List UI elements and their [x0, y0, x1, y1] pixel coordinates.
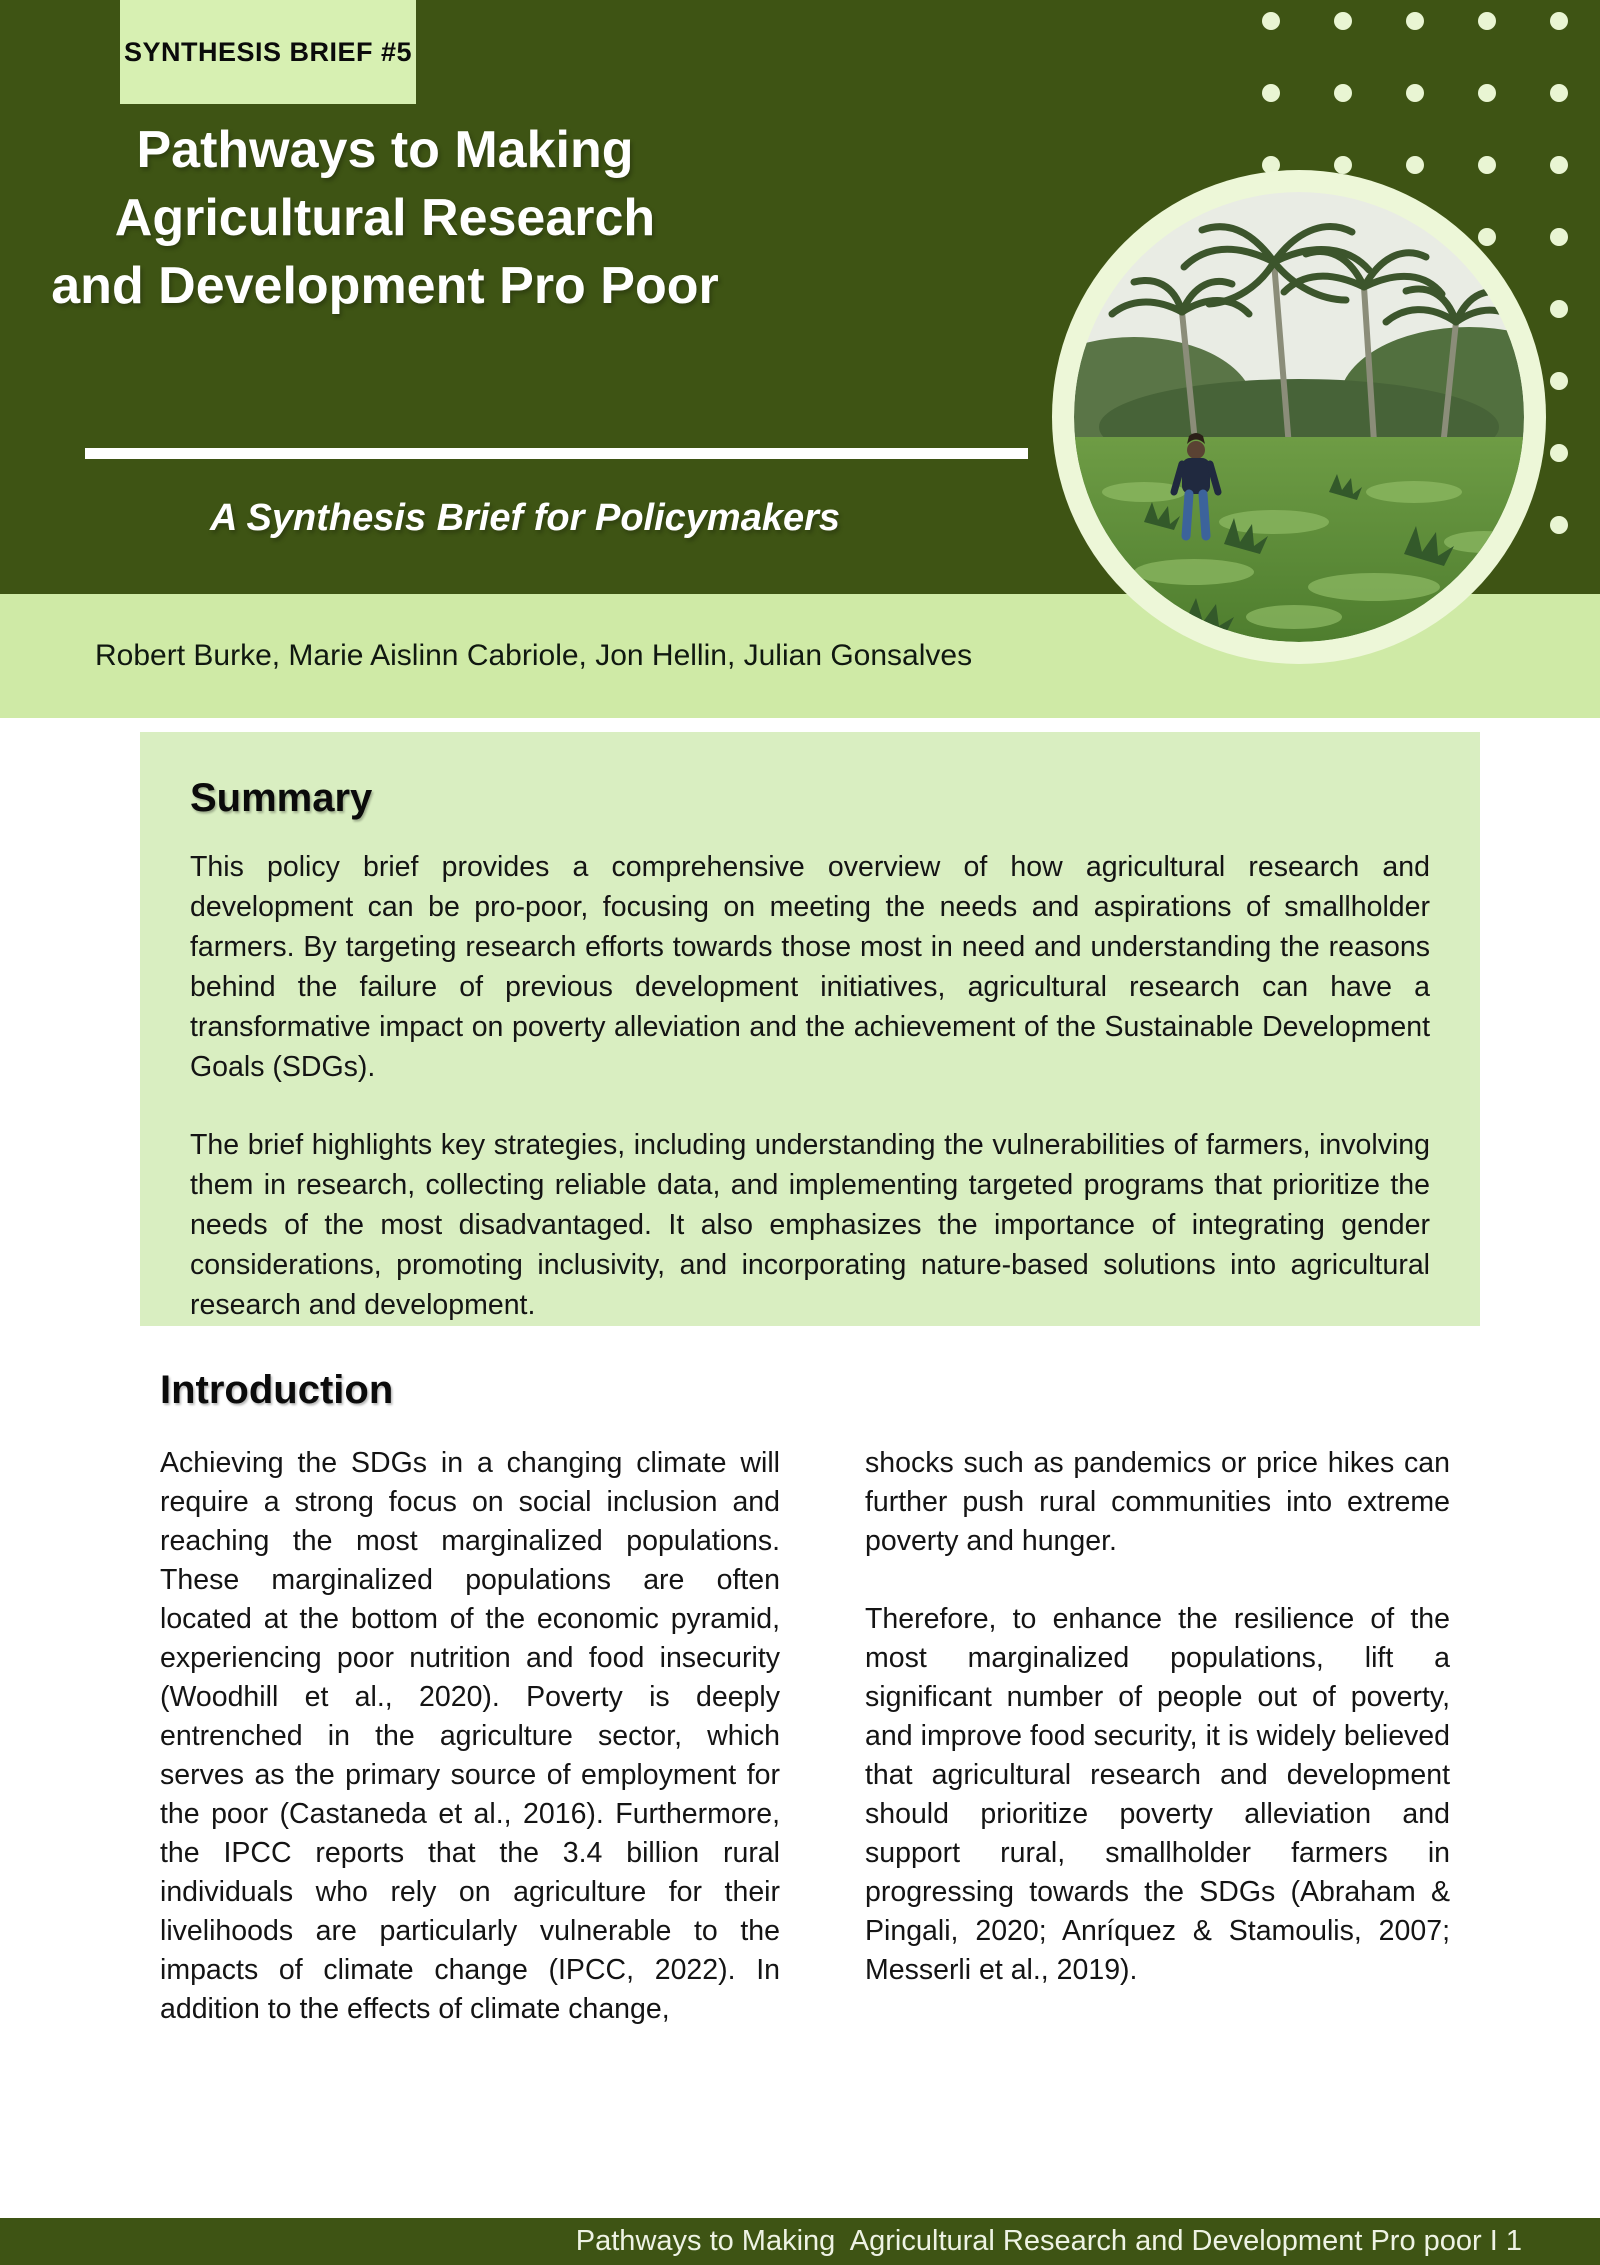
- title-line-1: Pathways to Making: [136, 121, 634, 179]
- title-line-2: Agricultural Research: [114, 189, 656, 247]
- introduction-heading: Introduction: [160, 1368, 394, 1412]
- introduction-column2-paragraph-2: Therefore, to enhance the resilience of the most marginalized populations, lift a significant number of people out of poverty, and improve food security, it is widely believed that agricultural research and development should prioritize poverty alleviation and support rural, smallholder farmers in progressing towards the SDGs (Abraham & Pingali, 2020; Anríquez & Stamoulis, 2007; Messerli et al., 2019).: [865, 1603, 1450, 1986]
- footer-running-title: Pathways to Making Agricultural Research and Development Pro poor I 1: [575, 2225, 1522, 2257]
- dot-decoration: [1478, 12, 1496, 30]
- dot-decoration: [1478, 228, 1496, 246]
- dot-decoration: [1550, 12, 1568, 30]
- page-footer: [0, 2218, 1600, 2265]
- introduction-column2-paragraph-1: shocks such as pandemics or price hikes can further push rural communities into extreme poverty and hunger.: [865, 1447, 1450, 1557]
- summary-heading: Summary: [190, 776, 373, 820]
- dot-decoration: [1550, 84, 1568, 102]
- summary-section: [140, 732, 1480, 1326]
- dot-decoration: [1262, 84, 1280, 102]
- introduction-column-2: [865, 1444, 1450, 1990]
- introduction-column1-paragraph: Achieving the SDGs in a changing climate will require a strong focus on social inclusion and reaching the most marginalized populations. These marginalized populations are often located at the bottom of the economic pyramid, experiencing poor nutrition and food insecurity (Woodhill et al., 2020). Poverty is deeply entrenched in the agriculture sector, which serves as the primary source of employment for the poor (Castaneda et al., 2016). Furthermore, the IPCC reports that the 3.4 billion rural individuals who rely on agriculture for their livelihoods are particularly vulnerable to the impacts of climate change (IPCC, 2022). In addition to the effects of climate change,: [160, 1447, 780, 2025]
- dot-decoration: [1262, 12, 1280, 30]
- farmer-field-photo-image: [1074, 192, 1524, 642]
- farmer-field-photo: [1052, 170, 1546, 664]
- dot-decoration: [1550, 300, 1568, 318]
- dot-decoration: [1334, 84, 1352, 102]
- dot-decoration: [1478, 156, 1496, 174]
- dot-decoration: [1406, 84, 1424, 102]
- title-line-3: and Development Pro Poor: [51, 257, 719, 315]
- authors-line: Robert Burke, Marie Aislinn Cabriole, Jon Hellin, Julian Gonsalves: [95, 639, 973, 672]
- summary-paragraph-2: The brief highlights key strategies, including understanding the vulnerabilities of farmers, involving them in research, collecting reliable data, and implementing targeted programs that prioritize the needs of the most disadvantaged. It also emphasizes the importance of integrating gender considerations, promoting inclusivity, and incorporating nature-based solutions into agricultural research and development.: [190, 1129, 1430, 1321]
- introduction-column-1: [160, 1444, 780, 2029]
- dot-decoration: [1406, 156, 1424, 174]
- dot-decoration: [1334, 156, 1352, 174]
- issue-badge-label: SYNTHESIS BRIEF #5: [123, 36, 413, 67]
- dot-decoration: [1550, 516, 1568, 534]
- document-subtitle: A Synthesis Brief for Policymakers: [209, 497, 841, 539]
- dot-decoration: [1550, 372, 1568, 390]
- dot-decoration: [1550, 228, 1568, 246]
- dot-decoration: [1406, 12, 1424, 30]
- dot-decoration: [1550, 444, 1568, 462]
- dot-decoration: [1334, 12, 1352, 30]
- dot-decoration: [1550, 156, 1568, 174]
- summary-paragraph-1: This policy brief provides a comprehensive overview of how agricultural research and development can be pro-poor, focusing on meeting the needs and aspirations of smallholder farmers. By targeting research efforts towards those most in need and understanding the reasons behind the failure of previous development initiatives, agricultural research can have a transformative impact on poverty alleviation and the achievement of the Sustainable Development Goals (SDGs).: [190, 851, 1430, 1083]
- dot-decoration: [1478, 84, 1496, 102]
